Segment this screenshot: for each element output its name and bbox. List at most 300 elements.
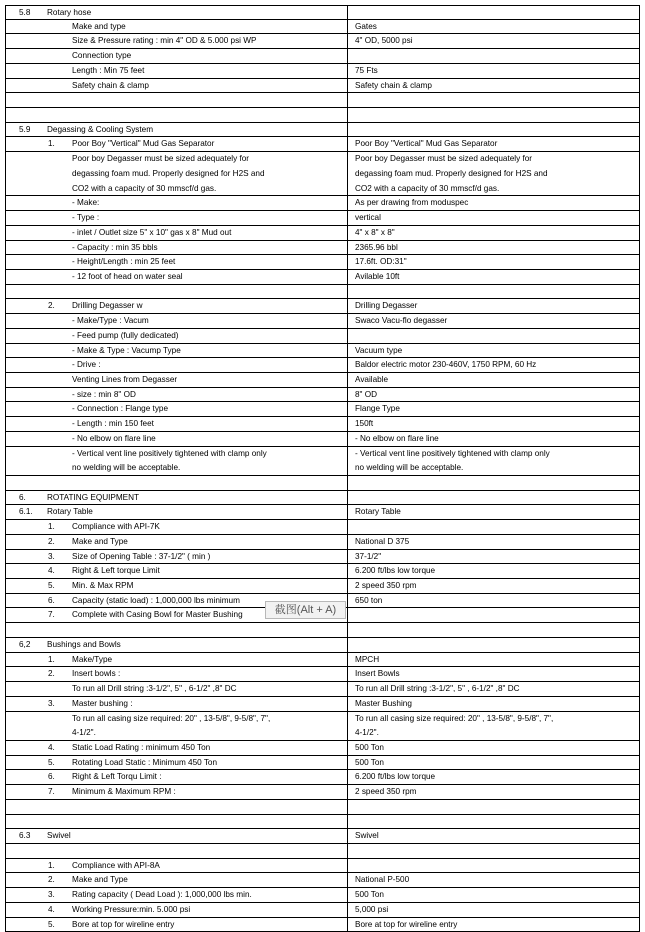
offered-cell: [348, 182, 640, 196]
section-number: 6.3: [19, 831, 31, 841]
offered-value: 500 Ton: [355, 742, 384, 752]
table-row: [5, 255, 640, 270]
section-title: Bushings and Bowls: [47, 639, 121, 649]
requirement-text: Venting Lines from Degasser: [72, 374, 178, 384]
requirement-text: Rotating Load Static : Minimum 450 Ton: [72, 757, 218, 767]
requirement-cell: [5, 491, 348, 505]
offered-cell: [348, 270, 640, 284]
item-number: 5.: [48, 757, 55, 767]
requirement-cell: [5, 34, 348, 48]
requirement-text: Size & Pressure rating : min 4" OD & 5.000 psi WP: [72, 36, 257, 46]
table-row: [5, 182, 640, 197]
requirement-text: Capacity (static load) : 1,000,000 lbs minimum: [72, 595, 240, 605]
offered-cell: [348, 594, 640, 608]
offered-value: To run all casing size required: 20" , 13-5/8", 9-5/8", 7",: [355, 713, 554, 723]
requirement-text: To run all Drill string :3-1/2", 5" , 6-1/2" ,8" DC: [72, 684, 237, 694]
table-row: [5, 167, 640, 182]
table-row: [5, 815, 640, 830]
requirement-cell: [5, 211, 348, 225]
table-row: [5, 550, 640, 565]
requirement-cell: [5, 241, 348, 255]
requirement-text: - Feed pump (fully dedicated): [72, 330, 179, 340]
table-row: [5, 712, 640, 727]
requirement-cell: [5, 785, 348, 799]
offered-value: 2 speed 350 rpm: [355, 581, 417, 591]
offered-value: Poor boy Degasser must be sized adequately for: [355, 154, 533, 164]
offered-value: 6.200 ft/lbs low torque: [355, 566, 436, 576]
offered-value: Swaco Vacu-flo degasser: [355, 316, 448, 326]
requirement-text: - Make:: [72, 198, 100, 208]
offered-cell: [348, 20, 640, 34]
offered-value: Gates: [355, 21, 377, 31]
offered-cell: [348, 417, 640, 431]
section-title: Swivel: [47, 831, 71, 841]
table-row: [5, 417, 640, 432]
section-number: 6,2: [19, 639, 31, 649]
offered-cell: [348, 756, 640, 770]
item-number: 5.: [48, 581, 55, 591]
offered-cell: [348, 299, 640, 313]
table-row: [5, 844, 640, 859]
requirement-cell: [5, 344, 348, 358]
offered-value: 2365.96 bbl: [355, 242, 398, 252]
table-row: [5, 64, 640, 79]
requirement-text: - Drive :: [72, 360, 101, 370]
offered-cell: [348, 123, 640, 137]
requirement-cell: [5, 726, 348, 740]
table-row: [5, 888, 640, 903]
table-row: [5, 314, 640, 329]
requirement-cell: [5, 137, 348, 151]
table-row: [5, 373, 640, 388]
requirement-cell: [5, 564, 348, 578]
requirement-cell: [5, 447, 348, 462]
requirement-cell: [5, 373, 348, 387]
offered-cell: [348, 550, 640, 564]
table-row: [5, 667, 640, 682]
table-row: [5, 770, 640, 785]
requirement-text: - Height/Length : min 25 feet: [72, 257, 176, 267]
offered-value: 17.6ft. OD:31": [355, 257, 407, 267]
table-row: [5, 226, 640, 241]
requirement-text: CO2 with a capacity of 30 mmscf/d gas.: [72, 183, 217, 193]
table-row: [5, 402, 640, 417]
item-number: 2.: [48, 301, 55, 311]
requirement-cell: [5, 770, 348, 784]
section-number: 6.1.: [19, 507, 33, 517]
requirement-cell: [5, 800, 348, 814]
requirement-cell: [5, 255, 348, 269]
offered-value: Bore at top for wireline entry: [355, 919, 458, 929]
requirement-cell: [5, 859, 348, 873]
offered-cell: [348, 918, 640, 932]
offered-value: Available: [355, 374, 389, 384]
requirement-cell: [5, 314, 348, 328]
table-row: [5, 653, 640, 668]
table-row: [5, 785, 640, 800]
screenshot-tooltip: 截图(Alt + A): [265, 601, 346, 619]
requirement-text: degassing foam mud. Properly designed for H2S and: [72, 168, 265, 178]
item-number: 7.: [48, 787, 55, 797]
requirement-text: Poor boy Degasser must be sized adequately for: [72, 154, 250, 164]
requirement-cell: [5, 417, 348, 431]
offered-cell: [348, 770, 640, 784]
offered-cell: [348, 712, 640, 727]
requirement-cell: [5, 520, 348, 534]
offered-value: Vacuum type: [355, 345, 403, 355]
requirement-cell: [5, 653, 348, 667]
table-row: [5, 137, 640, 152]
table-row: [5, 329, 640, 344]
offered-value: 500 Ton: [355, 890, 384, 900]
table-row: [5, 800, 640, 815]
requirement-text: - No elbow on flare line: [72, 433, 156, 443]
table-row: [5, 241, 640, 256]
section-number: 5.9: [19, 124, 31, 134]
offered-value: 650 ton: [355, 595, 383, 605]
offered-cell: [348, 79, 640, 93]
offered-cell: [348, 903, 640, 917]
item-number: 3.: [48, 551, 55, 561]
requirement-text: Complete with Casing Bowl for Master Bushing: [72, 610, 243, 620]
offered-cell: [348, 741, 640, 755]
requirement-cell: [5, 285, 348, 299]
requirement-cell: [5, 123, 348, 137]
requirement-text: Min. & Max RPM: [72, 581, 134, 591]
requirement-text: - 12 foot of head on water seal: [72, 271, 183, 281]
offered-cell: [348, 152, 640, 167]
table-row: [5, 20, 640, 35]
item-number: 4.: [48, 742, 55, 752]
offered-value: National P-500: [355, 875, 410, 885]
requirement-text: - Capacity : min 35 bbls: [72, 242, 158, 252]
requirement-text: Safety chain & clamp: [72, 80, 149, 90]
offered-cell: [348, 137, 640, 151]
table-row: [5, 505, 640, 520]
table-row: [5, 697, 640, 712]
offered-cell: [348, 682, 640, 696]
requirement-text: - Make & Type : Vacump Type: [72, 345, 181, 355]
offered-value: vertical: [355, 213, 381, 223]
offered-value: 75 Fts: [355, 65, 378, 75]
offered-cell: [348, 34, 640, 48]
table-row: [5, 726, 640, 741]
offered-cell: [348, 93, 640, 107]
requirement-cell: [5, 108, 348, 122]
requirement-text: Working Pressure:min. 5.000 psi: [72, 904, 191, 914]
requirement-cell: [5, 152, 348, 167]
offered-value: Insert Bowls: [355, 669, 400, 679]
offered-value: Swivel: [355, 831, 379, 841]
offered-cell: [348, 167, 640, 182]
requirement-text: Minimum & Maximum RPM :: [72, 787, 176, 797]
offered-cell: [348, 697, 640, 711]
table-row: [5, 829, 640, 844]
requirement-cell: [5, 712, 348, 727]
offered-value: Rotary Table: [355, 507, 401, 517]
requirement-cell: [5, 476, 348, 490]
requirement-text: Connection type: [72, 51, 132, 61]
requirement-text: Make and Type: [72, 536, 128, 546]
section-title: ROTATING EQUIPMENT: [47, 492, 140, 502]
offered-value: 6.200 ft/lbs low torque: [355, 772, 436, 782]
requirement-cell: [5, 358, 348, 372]
requirement-cell: [5, 402, 348, 416]
table-row: [5, 535, 640, 550]
table-row: [5, 859, 640, 874]
table-row: [5, 79, 640, 94]
table-row: [5, 108, 640, 123]
table-row: [5, 299, 640, 314]
offered-cell: [348, 638, 640, 652]
offered-cell: [348, 49, 640, 63]
offered-cell: [348, 491, 640, 505]
requirement-text: Size of Opening Table : 37-1/2" ( min ): [72, 551, 211, 561]
item-number: 2.: [48, 669, 55, 679]
offered-cell: [348, 873, 640, 887]
requirement-text: Right & Left Torqu Limit :: [72, 772, 162, 782]
requirement-cell: [5, 829, 348, 843]
requirement-text: Rating capacity ( Dead Load ): 1,000,000 lbs min.: [72, 890, 252, 900]
table-row: [5, 491, 640, 506]
item-number: 3.: [48, 698, 55, 708]
section-number: 5.8: [19, 8, 31, 17]
requirement-cell: [5, 815, 348, 829]
item-number: 7.: [48, 610, 55, 620]
requirement-cell: [5, 196, 348, 210]
offered-cell: [348, 196, 640, 210]
offered-cell: [348, 285, 640, 299]
table-row: [5, 93, 640, 108]
table-row: [5, 152, 640, 167]
requirement-text: Compliance with API-8A: [72, 860, 160, 870]
offered-cell: [348, 211, 640, 225]
offered-cell: [348, 388, 640, 402]
requirement-cell: [5, 888, 348, 902]
offered-cell: [348, 358, 640, 372]
requirement-cell: [5, 667, 348, 681]
offered-cell: [348, 800, 640, 814]
table-row: [5, 447, 640, 462]
requirement-text: Compliance with API-7K: [72, 522, 160, 532]
offered-value: 37-1/2": [355, 551, 382, 561]
requirement-cell: [5, 167, 348, 182]
table-row: [5, 285, 640, 300]
offered-value: To run all Drill string :3-1/2", 5" , 6-1/2" ,8" DC: [355, 684, 520, 694]
offered-cell: [348, 579, 640, 593]
requirement-cell: [5, 623, 348, 637]
offered-cell: [348, 608, 640, 622]
offered-cell: [348, 623, 640, 637]
offered-value: As per drawing from moduspec: [355, 198, 469, 208]
requirement-text: - size : min 8" OD: [72, 389, 136, 399]
offered-cell: [348, 815, 640, 829]
offered-value: 8" OD: [355, 389, 378, 399]
offered-cell: [348, 829, 640, 843]
offered-cell: [348, 535, 640, 549]
requirement-text: - Vertical vent line positively tightened with clamp only: [72, 448, 267, 458]
table-row: [5, 476, 640, 491]
requirement-cell: [5, 49, 348, 63]
table-row: [5, 579, 640, 594]
requirement-cell: [5, 873, 348, 887]
requirement-text: Length : Min 75 feet: [72, 65, 145, 75]
table-row: [5, 873, 640, 888]
item-number: 1.: [48, 139, 55, 149]
offered-value: Flange Type: [355, 404, 400, 414]
offered-value: Baldor electric motor 230-460V, 1750 RPM, 60 Hz: [355, 360, 537, 370]
requirement-cell: [5, 226, 348, 240]
requirement-text: no welding will be acceptable.: [72, 463, 181, 473]
requirement-cell: [5, 299, 348, 313]
offered-value: 4" OD, 5000 psi: [355, 36, 413, 46]
table-row: [5, 432, 640, 447]
table-row: [5, 358, 640, 373]
offered-cell: [348, 226, 640, 240]
requirement-text: - Length : min 150 feet: [72, 419, 154, 429]
requirement-cell: [5, 79, 348, 93]
offered-cell: [348, 6, 640, 19]
table-row: [5, 623, 640, 638]
table-row: [5, 638, 640, 653]
offered-value: 4-1/2".: [355, 728, 379, 738]
requirement-cell: [5, 741, 348, 755]
offered-cell: [348, 505, 640, 519]
requirement-cell: [5, 550, 348, 564]
table-row: [5, 123, 640, 138]
table-row: [5, 49, 640, 64]
requirement-text: - Type :: [72, 213, 100, 223]
offered-cell: [348, 241, 640, 255]
offered-cell: [348, 255, 640, 269]
requirement-cell: [5, 270, 348, 284]
section-title: Rotary Table: [47, 507, 93, 517]
table-row: [5, 344, 640, 359]
requirement-text: Poor Boy "Vertical" Mud Gas Separator: [72, 139, 215, 149]
item-number: 1.: [48, 522, 55, 532]
requirement-text: Static Load Rating : minimum 450 Ton: [72, 742, 211, 752]
offered-value: Safety chain & clamp: [355, 80, 432, 90]
offered-cell: [348, 726, 640, 740]
requirement-text: Make/Type: [72, 654, 113, 664]
offered-value: Master Bushing: [355, 698, 412, 708]
offered-cell: [348, 108, 640, 122]
offered-cell: [348, 447, 640, 462]
offered-cell: [348, 344, 640, 358]
table-row: [5, 34, 640, 49]
offered-value: MPCH: [355, 654, 380, 664]
offered-value: 150ft: [355, 419, 374, 429]
requirement-text: To run all casing size required: 20" , 13-5/8", 9-5/8", 7",: [72, 713, 271, 723]
item-number: 5.: [48, 919, 55, 929]
offered-cell: [348, 314, 640, 328]
requirement-cell: [5, 918, 348, 932]
requirement-cell: [5, 388, 348, 402]
requirement-cell: [5, 638, 348, 652]
requirement-cell: [5, 535, 348, 549]
offered-cell: [348, 432, 640, 446]
requirement-cell: [5, 756, 348, 770]
offered-cell: [348, 785, 640, 799]
requirement-text: - Connection : Flange type: [72, 404, 169, 414]
offered-value: - Vertical vent line positively tightened with clamp only: [355, 448, 550, 458]
offered-cell: [348, 461, 640, 475]
requirement-cell: [5, 697, 348, 711]
offered-cell: [348, 859, 640, 873]
requirement-text: Insert bowls :: [72, 669, 121, 679]
item-number: 6.: [48, 772, 55, 782]
requirement-cell: [5, 505, 348, 519]
offered-value: 5,000 psi: [355, 904, 389, 914]
requirement-text: 4-1/2".: [72, 728, 96, 738]
requirement-cell: [5, 903, 348, 917]
offered-value: no welding will be acceptable.: [355, 463, 464, 473]
requirement-text: Make and type: [72, 21, 126, 31]
offered-value: Drilling Degasser: [355, 301, 418, 311]
item-number: 1.: [48, 860, 55, 870]
offered-value: 4" x 8" x 8": [355, 227, 395, 237]
requirement-cell: [5, 64, 348, 78]
requirement-cell: [5, 461, 348, 475]
table-row: [5, 196, 640, 211]
item-number: 2.: [48, 536, 55, 546]
offered-value: 2 speed 350 rpm: [355, 787, 417, 797]
offered-cell: [348, 402, 640, 416]
requirement-cell: [5, 579, 348, 593]
spec-table: [5, 5, 640, 932]
requirement-cell: [5, 329, 348, 343]
requirement-text: Drilling Degasser w: [72, 301, 143, 311]
requirement-cell: [5, 6, 348, 19]
item-number: 4.: [48, 566, 55, 576]
section-number: 6.: [19, 492, 26, 502]
offered-value: CO2 with a capacity of 30 mmscf/d gas.: [355, 183, 500, 193]
requirement-text: Make and Type: [72, 875, 128, 885]
offered-cell: [348, 844, 640, 858]
offered-cell: [348, 653, 640, 667]
requirement-text: - Make/Type : Vacum: [72, 316, 149, 326]
table-row: [5, 520, 640, 535]
section-title: Degassing & Cooling System: [47, 124, 154, 134]
offered-cell: [348, 520, 640, 534]
offered-value: - No elbow on flare line: [355, 433, 439, 443]
offered-cell: [348, 329, 640, 343]
table-row: [5, 564, 640, 579]
table-row: [5, 682, 640, 697]
requirement-cell: [5, 93, 348, 107]
offered-value: 500 Ton: [355, 757, 384, 767]
table-row: [5, 756, 640, 771]
item-number: 2.: [48, 875, 55, 885]
item-number: 1.: [48, 654, 55, 664]
requirement-text: Bore at top for wireline entry: [72, 919, 175, 929]
offered-cell: [348, 476, 640, 490]
section-title: Rotary hose: [47, 8, 92, 17]
item-number: 4.: [48, 904, 55, 914]
requirement-cell: [5, 682, 348, 696]
requirement-cell: [5, 20, 348, 34]
requirement-cell: [5, 432, 348, 446]
table-row: [5, 270, 640, 285]
offered-cell: [348, 667, 640, 681]
table-row: [5, 741, 640, 756]
table-row: [5, 918, 640, 932]
requirement-text: - inlet / Outlet size 5" x 10" gas x 8" Mud out: [72, 227, 232, 237]
table-row: [5, 461, 640, 476]
item-number: 6.: [48, 595, 55, 605]
offered-value: Avilable 10ft: [355, 271, 400, 281]
item-number: 3.: [48, 890, 55, 900]
